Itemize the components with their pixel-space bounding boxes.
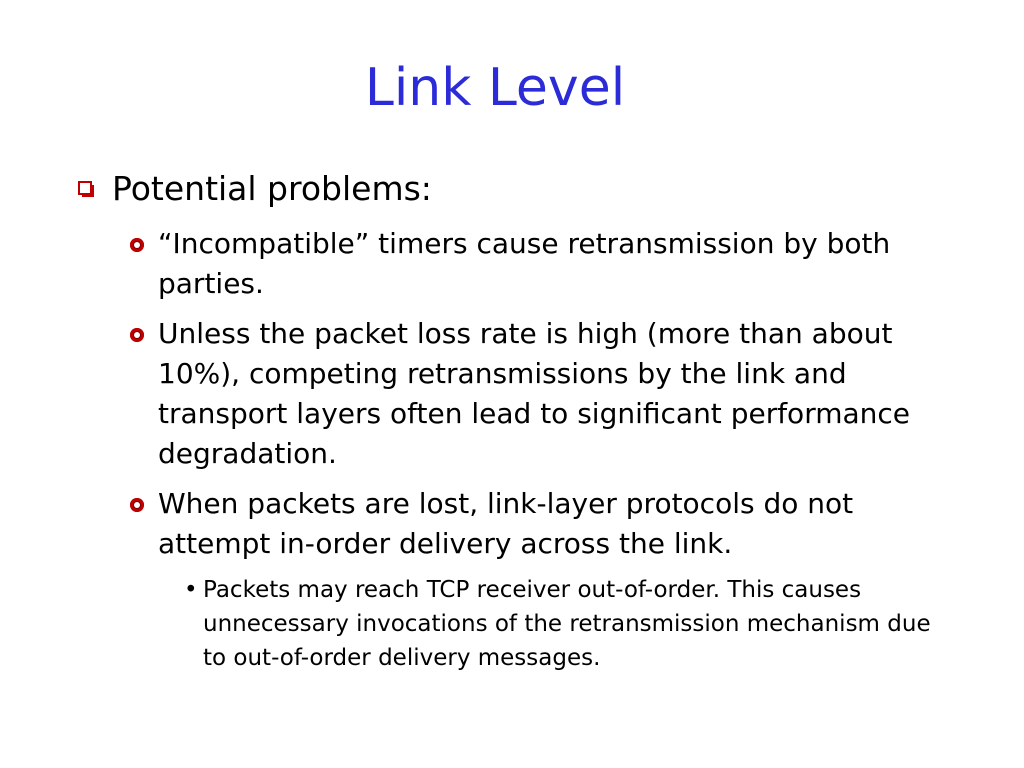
- bullet-level2-item: [130, 314, 930, 474]
- bullet-level2-text: Unless the packet loss rate is high (more than about 10%), competing retransmissions by the link and transport layers often lead to significant performance degradation.: [158, 317, 911, 470]
- slide-title: Link Level: [364, 58, 626, 118]
- dot-bullet-icon: •: [184, 577, 198, 603]
- hollow-square-bullet-icon: [78, 181, 92, 195]
- bullet-level3-item: [184, 573, 944, 675]
- circle-bullet-icon: [130, 328, 144, 342]
- circle-bullet-icon: [130, 498, 144, 512]
- bullet-level1-text: Potential problems:: [112, 169, 432, 208]
- bullet-level2-text: “Incompatible” timers cause retransmission by both parties.: [158, 227, 891, 300]
- bullet-level3-text: Packets may reach TCP receiver out-of-order. This causes unnecessary invocations of the retransmission mechanism due to out-of-order delivery messages.: [203, 577, 931, 671]
- bullet-level2-item: [130, 484, 930, 564]
- circle-bullet-icon: [130, 238, 144, 252]
- bullet-level2-item: [130, 224, 930, 304]
- bullet-level2-text: When packets are lost, link-layer protocols do not attempt in-order delivery across the link.: [158, 487, 854, 560]
